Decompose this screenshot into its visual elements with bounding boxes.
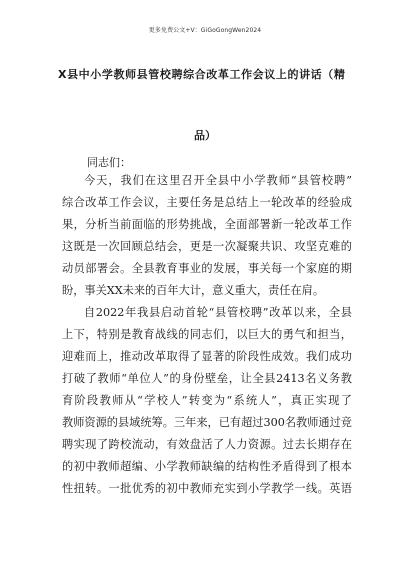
document-title-continued: 品） <box>194 129 216 142</box>
paragraph-line: 果，分析当前面临的形势挑战，全面部署新一轮改革工作 <box>62 218 352 231</box>
paragraph-line: 的初中教师超编、小学教师缺编的结构性矛盾得到了根本 <box>62 460 352 473</box>
header-note: 更多免费公文+V：GiGoGongWen2024 <box>148 27 262 34</box>
salutation: 同志们： <box>87 156 131 169</box>
paragraph-line: 迎难而上，推动改革取得了显著的阶段性成效。我们成功 <box>62 350 352 363</box>
paragraph-line: 打破了教师“单位人”的身份壁垒，让全县2413名义务教 <box>62 372 352 385</box>
document-body <box>62 170 352 500</box>
paragraph-line: 聘实现了跨校流动，有效盘活了人力资源。过去长期存在 <box>62 438 352 451</box>
paragraph-line: 教师资源的县域统筹。三年来，已有超过300名教师通过竞 <box>62 416 352 429</box>
paragraph-line: 性扭转。一批优秀的初中教师充实到小学教学一线。英语 <box>62 482 352 495</box>
paragraph-line: 这既是一次回顾总结会，更是一次凝聚共识、攻坚克难的 <box>62 240 352 253</box>
paragraph-line: 育阶段教师从“学校人”转变为“系统人”，真正实现了 <box>62 394 352 407</box>
paragraph-line: 动员部署会。全县教育事业的发展，事关每一个家庭的期 <box>62 262 352 275</box>
paragraph-line: 上下，特别是教育战线的同志们，以巨大的勇气和担当， <box>62 328 352 341</box>
paragraph-line: 综合改革工作会议，主要任务是总结上一轮改革的经验成 <box>62 196 352 209</box>
document-title: X县中小学教师县管校聘综合改革工作会议上的讲话（精 <box>58 68 346 81</box>
paragraph-line: 自2022年我县启动首轮“县管校聘”改革以来，全县 <box>84 306 352 319</box>
paragraph-line: 盼，事关XX未来的百年大计，意义重大，责任在肩。 <box>62 284 325 297</box>
paragraph-line: 今天，我们在这里召开全县中小学教师“县管校聘” <box>84 174 352 187</box>
